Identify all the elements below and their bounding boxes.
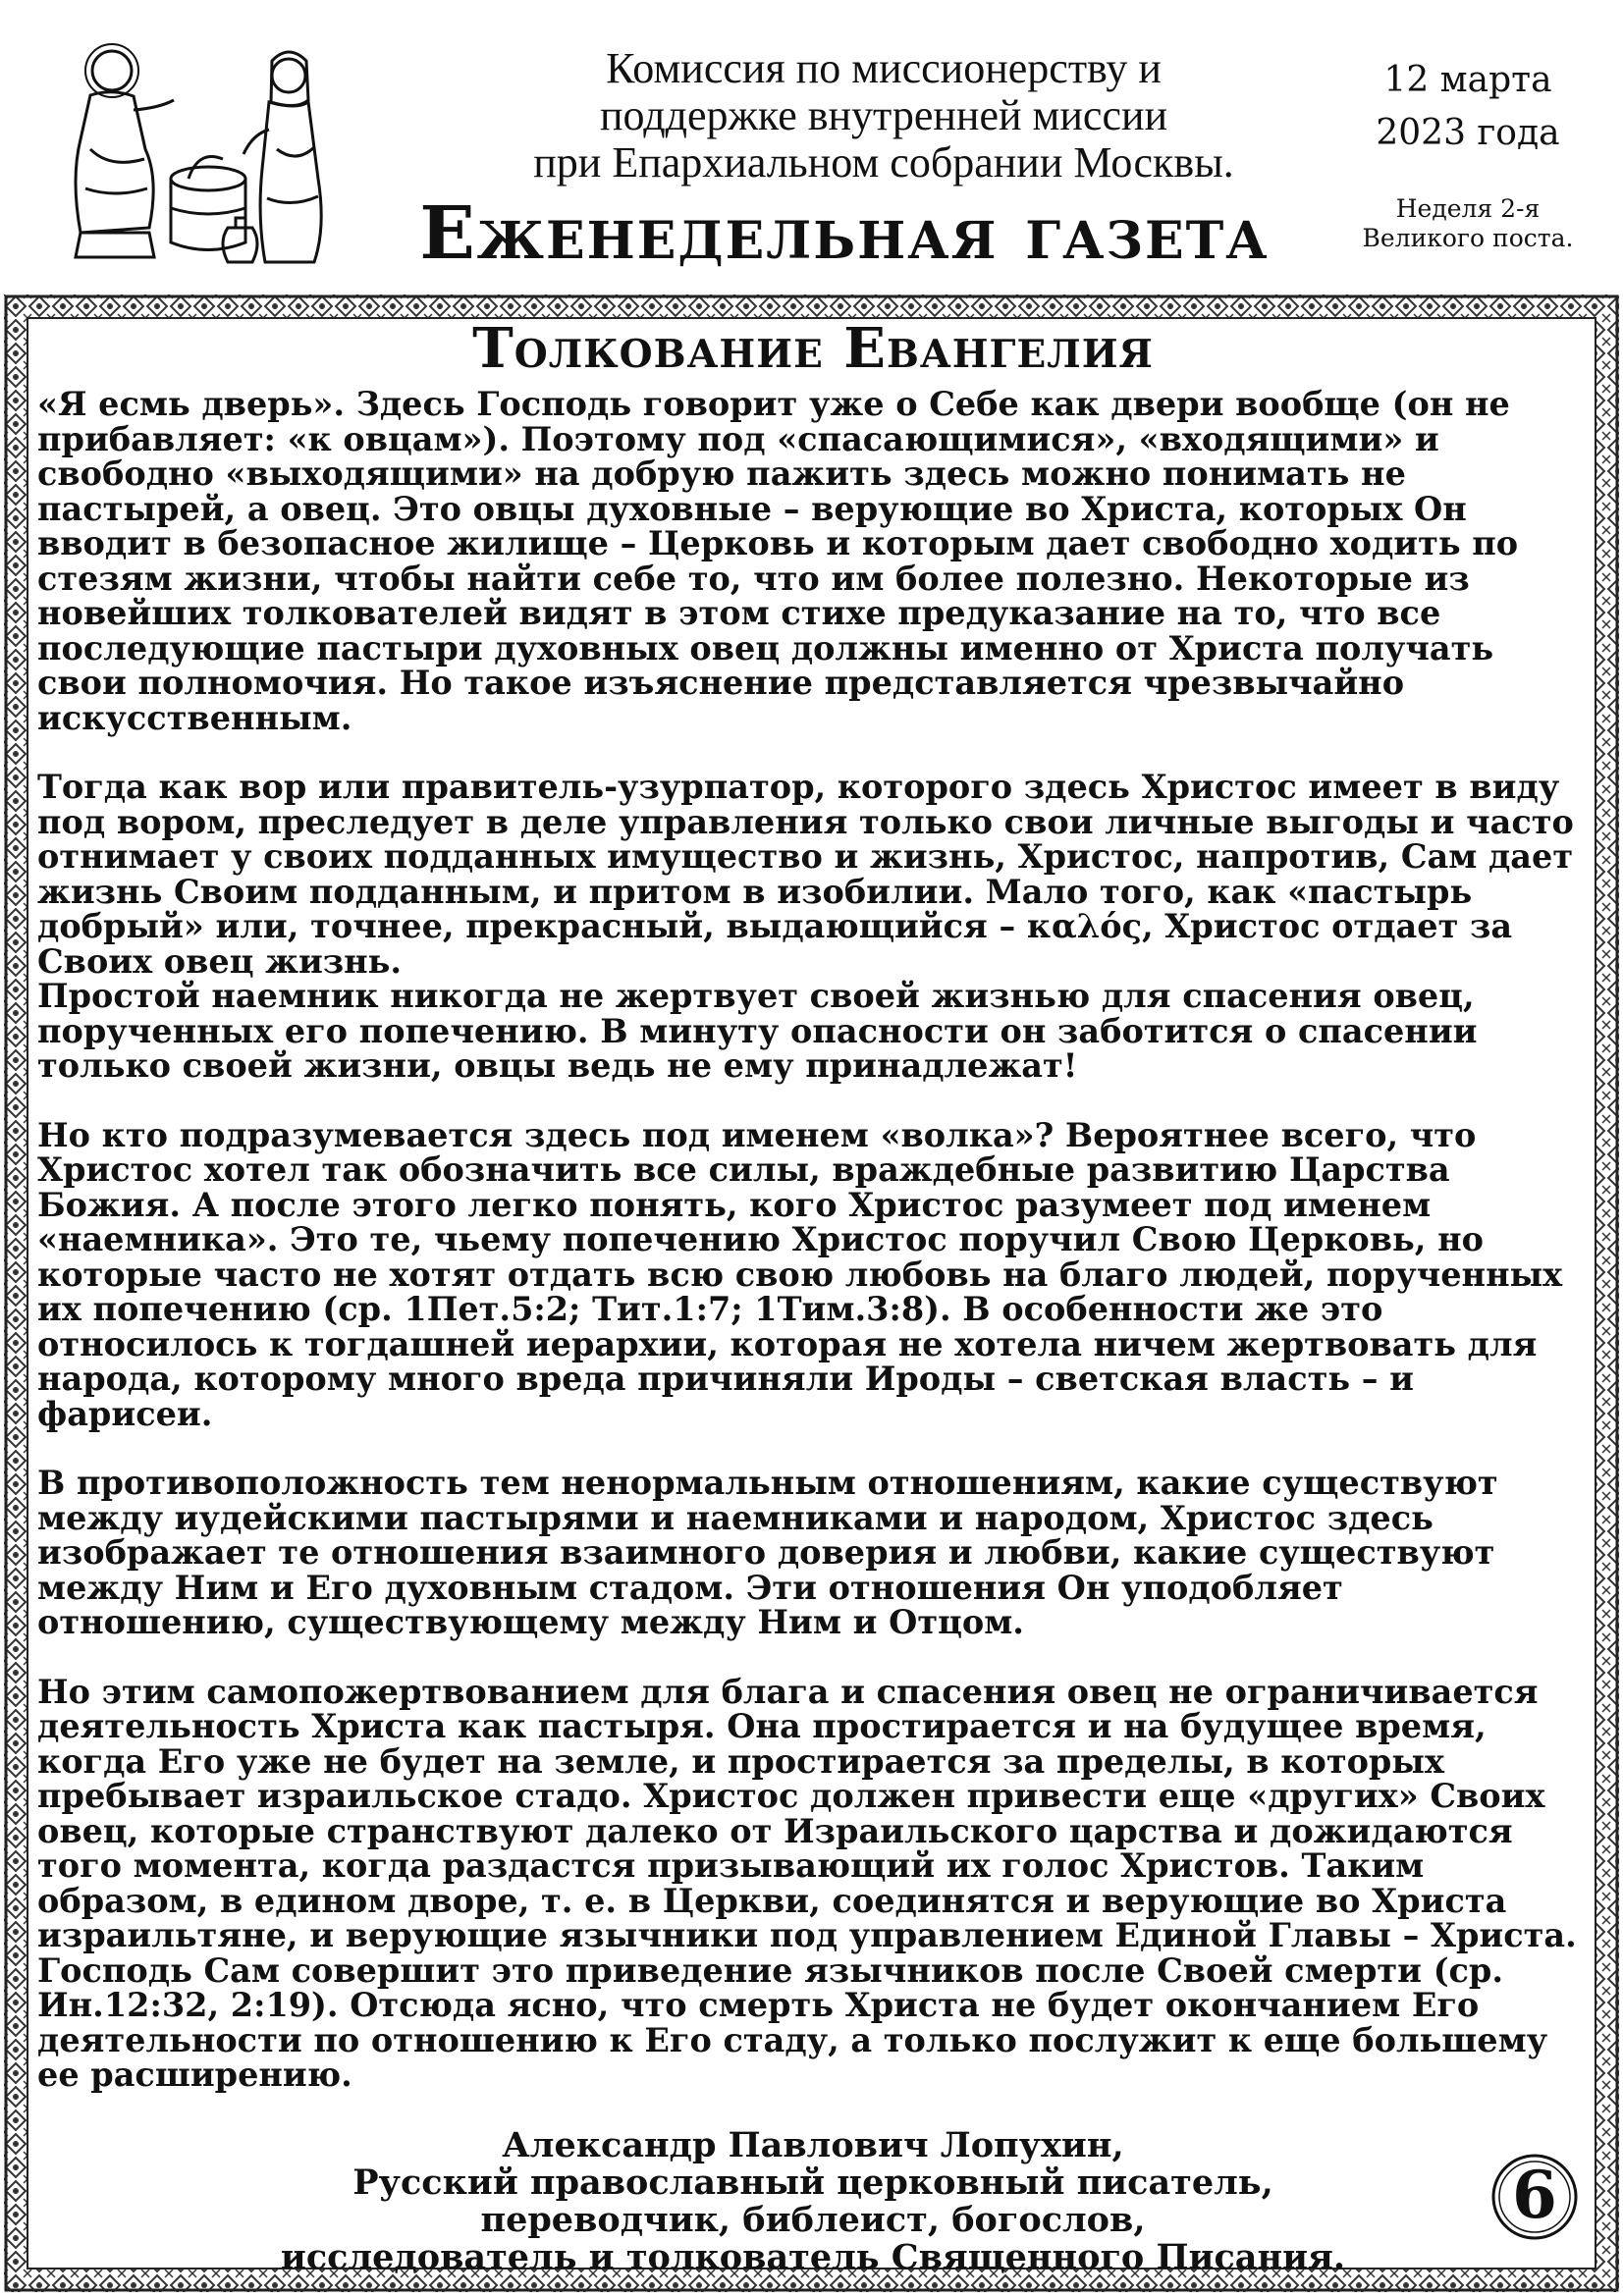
article-content	[37, 316, 1589, 2279]
author-description: исследователь и толкователь Священного Писания.	[280, 2236, 1346, 2277]
article-paragraph: Тогда как вор или правитель-узурпатор, которого здесь Христос имеет в виду под вором, преследует в деле управления только свои личные выгоды и часто отнимает у своих подданных имущество и жизнь, Христос, напротив, Сам дает жизнь Своим подданным, и притом в изобилии. Мало того, как «пастырь добрый» или, точнее, прекрасный, выдающийся – καλός, Христос отдает за Своих овец жизнь.	[37, 768, 1574, 981]
article-paragraph: Но кто подразумевается здесь под именем «волка»? Вероятнее всего, что Христос хотел так обозначить все силы, враждебные развитию Царства Божия. А после этого легко понять, кого Христос разумеет под именем «наемника». Это те, чьему попечению Христос поручил Свою Церковь, но которые часто не хотят отдать всю свою любовь на благо людей, порученных их попечению (ср. 1Пет.5:2; Тит.1:7; 1Тим.3:8). В особенности же это относилось к тогдашней иерархии, которая не хотела ничем жертвовать для народа, которому много вреда причиняли Ироды – светская власть – и фарисеи.	[37, 1115, 1563, 1433]
date-year: 2023 года	[1376, 113, 1560, 153]
christ-and-samaritan-woman-icon	[51, 31, 346, 277]
newspaper-header	[0, 0, 1623, 294]
article-paragraph: Но этим самопожертвованием для блага и спасения овец не ограничивается деятельность Христа как пастыря. Она простирается и на будущее время, когда Его уже не будет на земле, и простирается за пределы, в которых пребывает израильское стадо. Христос должен привести еще «других» Своих овец, которые странствуют далеко от Израильского царства и дожидаются того момента, когда раздастся призывающий их голос Христов. Таким образом, в едином дворе, т. е. в Церкви, соединятся и верующие во Христа израильтяне, и верующие язычники под управлением Единой Главы – Христа. Господь Сам совершит это приведение язычников после Своей смерти (ср. Ин.12:32, 2:19). Отсюда ясно, что смерть Христа не будет окончанием Его деятельности по отношению к Его стаду, а только послужит к еще большему ее расширению.	[37, 1672, 1577, 2094]
author-name: Александр Павлович Лопухин,	[502, 2124, 1124, 2165]
week-line: Великого поста.	[1362, 224, 1574, 252]
newspaper-title: Еженедельная газета	[419, 191, 1270, 276]
commission-name	[393, 45, 1375, 187]
article-body	[37, 387, 1589, 2093]
article-paragraph: Простой наемник никогда не жертвует своей жизнью для спасения овец, порученных его попечению. В минуту опасности он заботится о спасении только своей жизни, овцы ведь не ему принадлежат!	[37, 977, 1478, 1085]
commission-line: Комиссия по миссионерству и	[606, 44, 1162, 92]
page-number: 6	[1512, 2157, 1557, 2233]
article-paragraph: «Я есмь дверь». Здесь Господь говорит уже о Себе как двери вообще (он не прибавляет: «к овцам»). Поэтому под «спасающимися», «входящими» и свободно «выходящими» на добрую пажить здесь можно понимать не пастырей, а овец. Это овцы духовные – верующие во Христа, которых Он вводит в безопасное жилище – Церковь и которым дает свободно ходить по стезям жизни, чтобы найти себе то, что им более полезно. Некоторые из новейших толкователей видят в этом стихе предуказание на то, что все последующие пастыри духовных овец должны именно от Христа получать свои полномочия. Но такое изъяснение представляется чрезвычайно искусственным.	[37, 385, 1519, 737]
liturgical-week	[1340, 194, 1596, 253]
week-line: Неделя 2-я	[1395, 194, 1541, 223]
article-paragraph: В противоположность тем ненормальным отношениям, какие существуют между иудейскими пастырями и наемниками и народом, Христос здесь изображает те отношения взаимного доверия и любви, какие существуют между Ним и Его духовным стадом. Эти отношения Он уподобляет отношению, существующему между Ним и Отцом.	[37, 1464, 1498, 1641]
author-description: Русский православный церковный писатель,	[352, 2162, 1273, 2203]
article-title: Толкование Евангелия	[472, 316, 1154, 381]
date-day: 12 марта	[1383, 60, 1552, 100]
commission-line: при Епархиальном собрании Москвы.	[533, 138, 1234, 187]
commission-line: поддержке внутренней миссии	[599, 91, 1168, 139]
issue-date	[1355, 54, 1581, 160]
author-description: переводчик, библеист, богослов,	[480, 2199, 1146, 2240]
author-signature	[37, 2124, 1589, 2277]
